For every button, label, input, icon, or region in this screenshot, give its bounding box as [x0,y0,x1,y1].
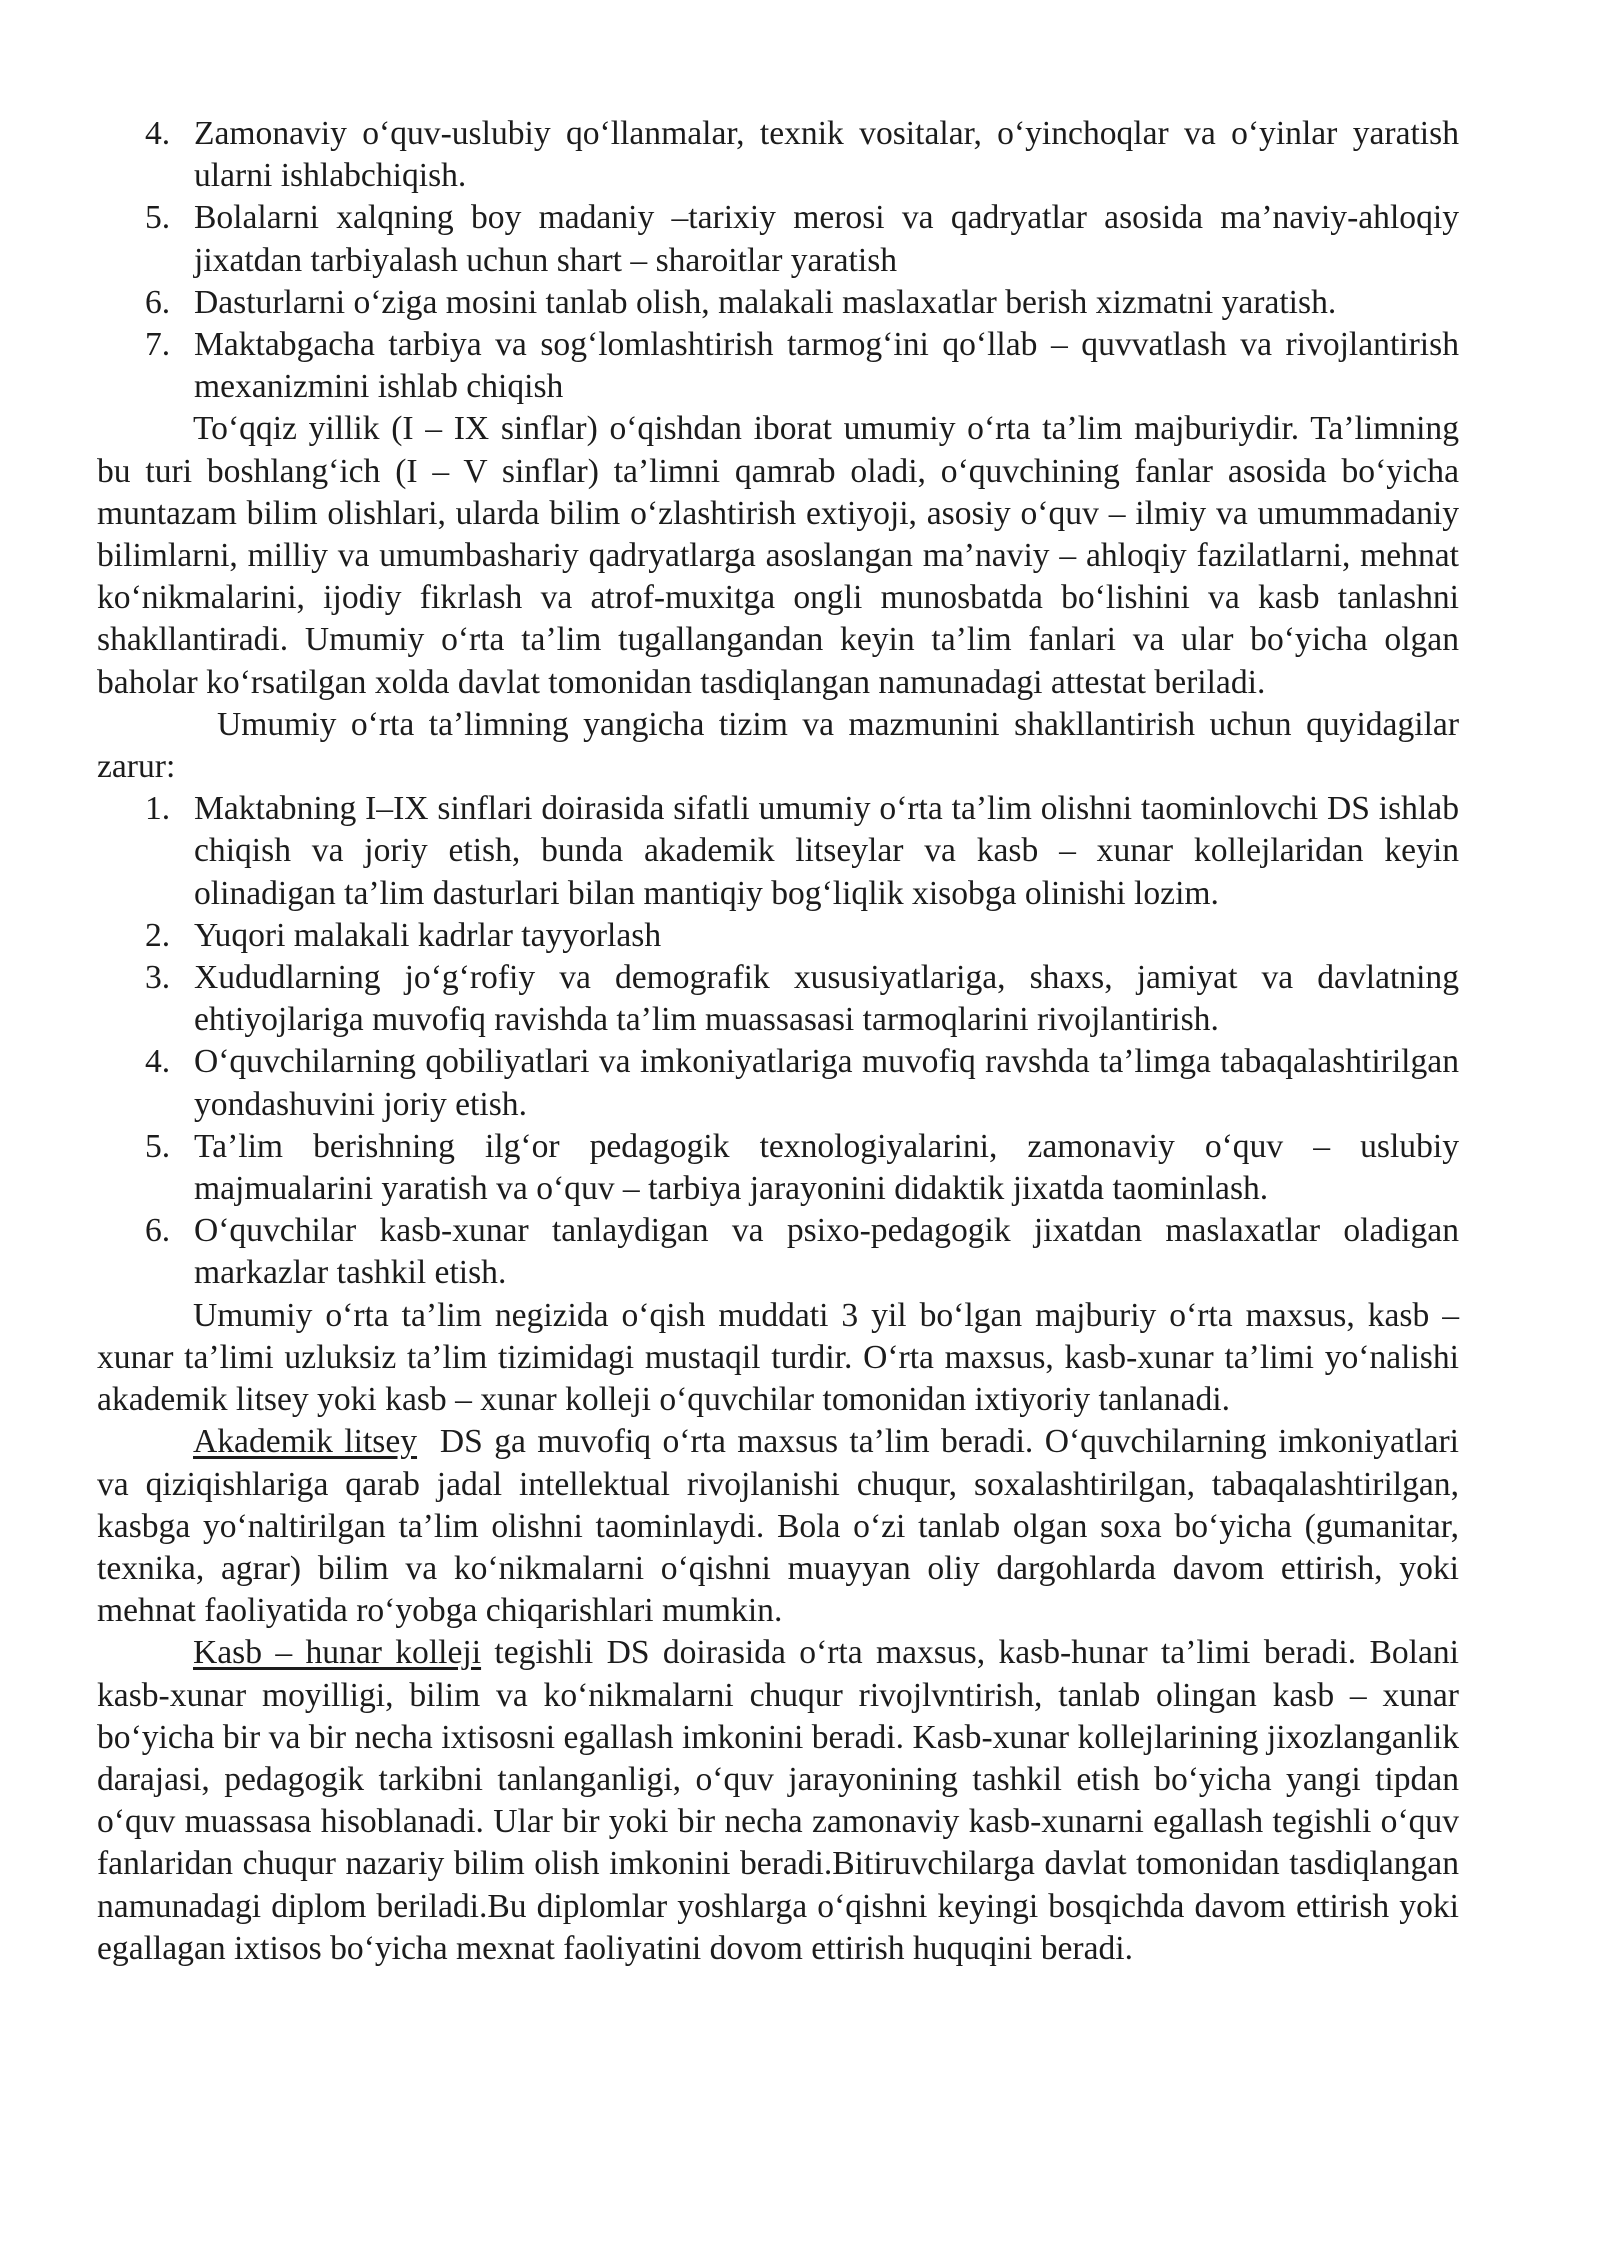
paragraph-secondary-special-education: Umumiy o‘rta ta’lim negizida o‘qish muddati 3 yil bo‘lgan majburiy o‘rta maxsus, kasb – xunar ta’limi uzluksiz ta’lim tizimidagi mustaqil turdir. O‘rta maxsus, kasb-xunar ta’limi yo‘nalishi akademik litsey yoki kasb – xunar kolleji o‘quvchilar tomonidan ixtiyoriy tanlanadi. [97,1296,1459,1419]
list-item-number: 4. [145,1043,171,1081]
list-item-text: Ta’lim berishning ilg‘or pedagogik texnologiyalarini, zamonaviy o‘quv – uslubiy majmualarini yaratish va o‘quv – tarbiya jarayonini didaktik jixatda taominlash. [194,1127,1459,1208]
vocational-college-term: Kasb – hunar kolleji [193,1634,482,1672]
list-item-number: 6. [145,283,171,321]
list-item-number: 6. [145,1212,171,1250]
list-item-number: 5. [145,1127,171,1165]
list-item-text: Maktabning I–IX sinflari doirasida sifatli umumiy o‘rta ta’lim olishni taominlovchi DS ishlab chiqish va joriy etish, bunda akademik litseylar va kasb – xunar kollejlaridan keyin olinadigan ta’lim dasturlari bilan mantiqiy bog‘liqlik xisobga olinishi lozim. [194,790,1459,912]
paragraph-academic-lyceum [97,1421,1468,1632]
list-item [97,957,1459,1041]
list-item-number: 7. [145,326,171,364]
document-page [97,113,1468,1970]
list-item-number: 2. [145,916,171,954]
paragraph-vocational-college [97,1632,1459,1970]
vocational-college-text: tegishli DS doirasida o‘rta maxsus, kasb-hunar ta’limi beradi. Bolani kasb-xunar moyilligi, bilim va ko‘nikmalarni chuqur rivojlvntirish, tanlab olingan kasb – xunar bo‘yicha bir va bir necha ixtisosni egallash imkonini beradi. Kasb-xunar kollejlarining jixozlanganlik darajasi, pedagogik tarkibni tanlanganligi, o‘quv jarayonining tashkil etish bo‘yicha yangi tipdan o‘quv muassasa hisoblanadi. Ular bir yoki bir necha zamonaviy kasb-xunarni egallash tegishli o‘quv fanlaridan chuqur nazariy bilim olish imkonini beradi.Bitiruvchilarga davlat tomonidan tasdiqlangan namunadagi diplom beriladi.Bu diplomlar yoshlarga o‘qishni keyingi bosqichda davom ettirish yoki egallagan ixtisos bo‘yicha mexnat faoliyatini dovom ettirish huquqini beradi. [97,1634,1460,1967]
list-item-number: 5. [145,199,171,237]
numbered-list-requirements [97,788,1459,1294]
list-item [97,1041,1459,1125]
list-item-text: Xududlarning jo‘g‘rofiy va demografik xususiyatlariga, shaxs, jamiyat va davlatning ehtiyojlariga muvofiq ravishda ta’lim muassasasi tarmoqlarini rivojlantirish. [194,959,1459,1039]
academic-lyceum-text: DS ga muvofiq o‘rta maxsus ta’lim beradi. O‘quvchilarning imkoniyatlari va qiziqishlariga qarab jadal intellektual rivojlanishi chuqur, soxalashtirilgan, tabaqalashtirilgan, kasbga yo‘naltirilgan ta’lim olishni taominlaydi. Bola o‘zi tanlab olgan soxa bo‘yicha (gumanitar, texnika, agrar) bilim va ko‘nikmalarni o‘qishni muayyan oliy dargohlarda davom ettirish, yoki mehnat faoliyatida ro‘yobga chiqarishlari mumkin. [97,1423,1468,1630]
list-item-number: 3. [145,959,171,997]
paragraph-requirements-intro: Umumiy o‘rta ta’limning yangicha tizim va mazmunini shakllantirish uchun quyidagilar zarur: [97,705,1459,786]
list-item [97,113,1459,197]
list-item [97,1210,1459,1294]
list-item [97,915,1459,957]
list-item [97,282,1459,324]
list-item-number: 4. [145,115,171,152]
list-item [97,1126,1459,1210]
numbered-list-top [97,113,1459,408]
paragraph-compulsory-education: To‘qqiz yillik (I – IX sinflar) o‘qishdan iborat umumiy o‘rta ta’lim majburiydir. Ta’limning bu turi boshlang‘ich (I – V sinflar) ta’limni qamrab oladi, o‘quvchining fanlar asosida bo‘yicha muntazam bilim olishlari, ularda bilim o‘zlashtirish extiyoji, asosiy o‘quv – ilmiy va umummadaniy bilimlarni, milliy va umumbashariy qadryatlarga asoslangan ma’naviy – ahloqiy fazilatlarni, mehnat ko‘nikmalarini, ijodiy fikrlash va atrof-muxitga ongli munosbatda bo‘lishini va kasb tanlashni shakllantiradi. Umumiy o‘rta ta’lim tugallangandan keyin ta’lim fanlari va ular bo‘yicha olgan baholar ko‘rsatilgan xolda davlat tomonidan tasdiqlangan namunadagi attestat beriladi. [97,410,1459,701]
list-item [97,197,1459,281]
list-item [97,324,1459,408]
list-item-number: 1. [145,790,171,828]
academic-lyceum-term: Akademik litsey [193,1423,418,1461]
list-item-text: Zamonaviy o‘quv-uslubiy qo‘llanmalar, texnik vositalar, o‘yinchoqlar va o‘yinlar yaratish ularni ishlabchiqish. [194,115,1459,195]
list-item-text: Dasturlarni o‘ziga mosini tanlab olish, malakali maslaxatlar berish xizmatni yaratish. [194,283,1337,321]
list-item-text: Yuqori malakali kadrlar tayyorlash [194,916,662,954]
list-item [97,788,1459,915]
list-item-text: Bolalarni xalqning boy madaniy –tarixiy merosi va qadryatlar asosida ma’naviy-ahloqiy jixatdan tarbiyalash uchun shart – sharoitlar yaratish [194,199,1459,279]
list-item-text: Maktabgacha tarbiya va sog‘lomlashtirish tarmog‘ini qo‘llab – quvvatlash va rivojlantirish mexanizmini ishlab chiqish [194,326,1459,406]
list-item-text: O‘quvchilarning qobiliyatlari va imkoniyatlariga muvofiq ravshda ta’limga tabaqalashtirilgan yondashuvini joriy etish. [194,1043,1459,1123]
list-item-text: O‘quvchilar kasb-xunar tanlaydigan va psixo-pedagogik jixatdan maslaxatlar oladigan markazlar tashkil etish. [194,1212,1459,1292]
